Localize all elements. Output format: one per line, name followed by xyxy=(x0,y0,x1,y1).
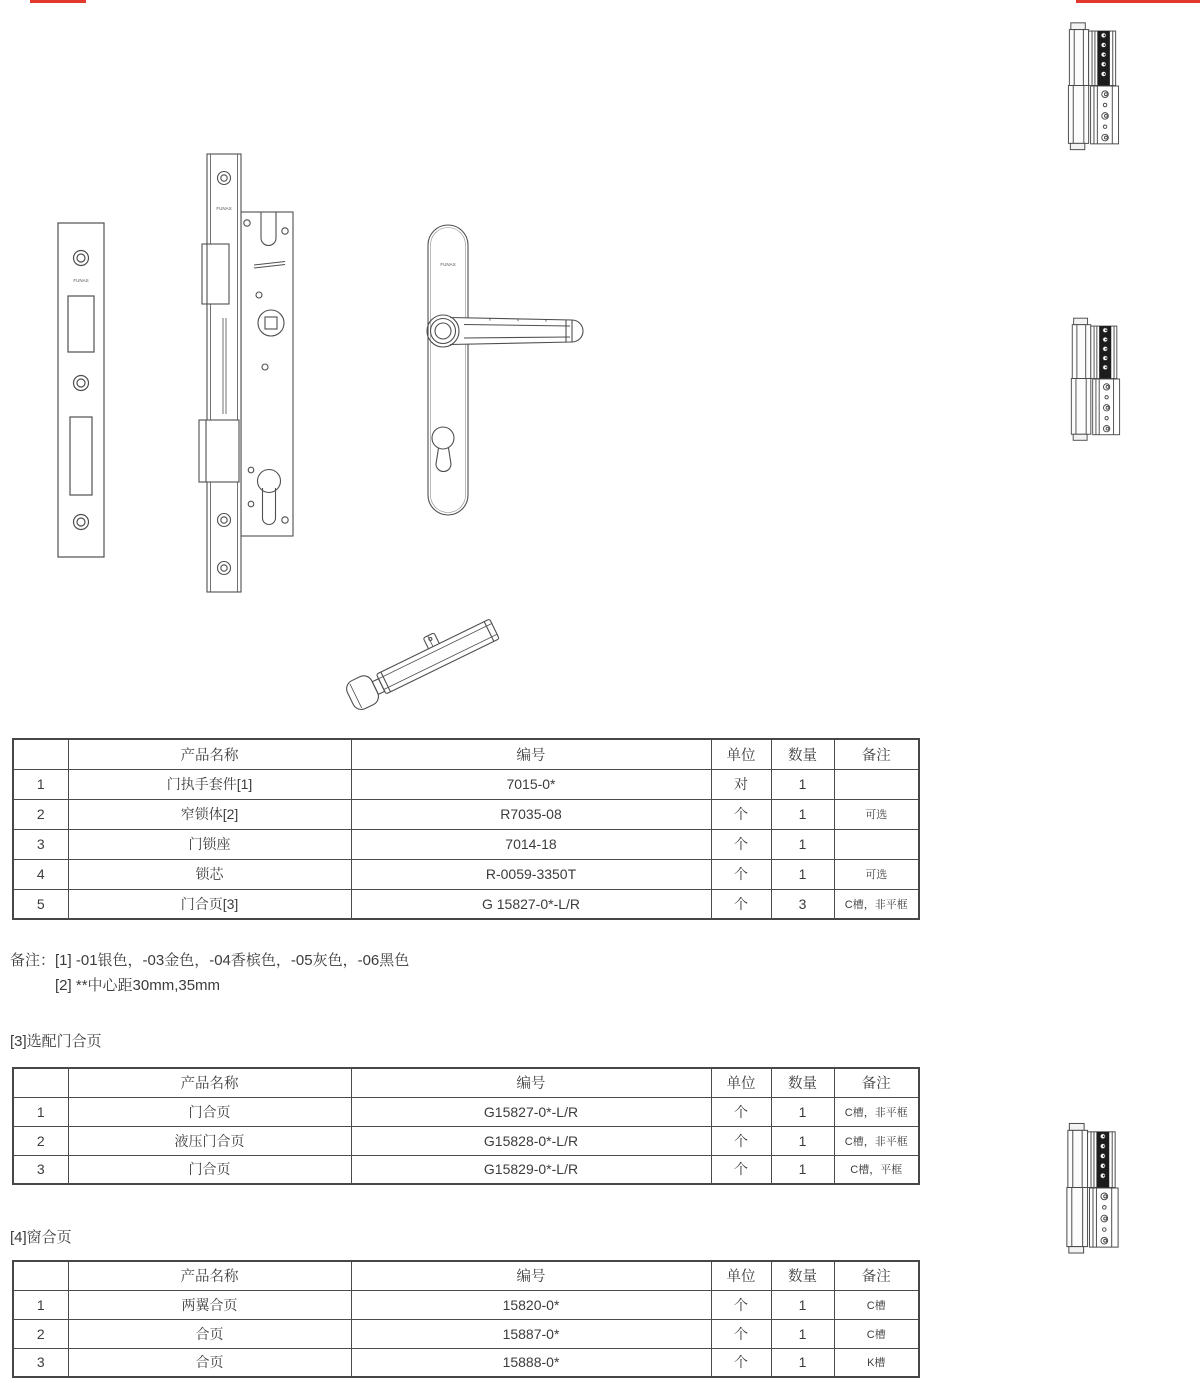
table-cell: C槽 xyxy=(834,1319,919,1348)
table-cell: C槽，平框 xyxy=(834,1155,919,1184)
section-title-optional-door-hinges: [3]选配门合页 xyxy=(10,1033,102,1050)
table-cell: 3 xyxy=(771,889,834,919)
table-cell: 个 xyxy=(711,889,771,919)
table-cell: C槽，非平框 xyxy=(834,1097,919,1126)
column-header: 单位 xyxy=(711,739,771,769)
table-cell: 4 xyxy=(13,859,68,889)
table-cell: 2 xyxy=(13,799,68,829)
table-cell: 个 xyxy=(711,799,771,829)
table-row xyxy=(13,889,919,919)
table-cell: C槽，非平框 xyxy=(834,1126,919,1155)
table-row xyxy=(13,859,919,889)
table-cell: 3 xyxy=(13,1348,68,1377)
table-cell: 15820-0* xyxy=(351,1290,711,1319)
table-cell: 1 xyxy=(771,1290,834,1319)
table-row xyxy=(13,829,919,859)
table-cell: 2 xyxy=(13,1126,68,1155)
column-header: 备注 xyxy=(834,739,919,769)
table-cell: 个 xyxy=(711,1319,771,1348)
column-header: 备注 xyxy=(834,1261,919,1290)
brand-mark: FUNAS xyxy=(440,262,456,267)
remark-line: [2] **中心距30mm,35mm xyxy=(55,977,221,994)
table-cell: 对 xyxy=(711,769,771,799)
table-header-row xyxy=(13,1261,919,1290)
strike-plate-drawing xyxy=(57,222,105,558)
top-red-line-left xyxy=(30,0,86,3)
table-cell: 个 xyxy=(711,1126,771,1155)
column-header: 数量 xyxy=(771,739,834,769)
table-cell: 个 xyxy=(711,1155,771,1184)
table-cell: 1 xyxy=(771,1319,834,1348)
table-cell: 两翼合页 xyxy=(68,1290,351,1319)
table-cell: 1 xyxy=(13,769,68,799)
column-header: 编号 xyxy=(351,739,711,769)
table-row xyxy=(13,1097,919,1126)
table-cell: 1 xyxy=(771,1155,834,1184)
table-cell: G15828-0*-L/R xyxy=(351,1126,711,1155)
table-cell: 1 xyxy=(13,1097,68,1126)
column-header: 单位 xyxy=(711,1068,771,1097)
top-red-line-right xyxy=(1076,0,1200,3)
table-cell: 3 xyxy=(13,829,68,859)
column-header: 编号 xyxy=(351,1068,711,1097)
table-cell: 合页 xyxy=(68,1348,351,1377)
table-cell: K槽 xyxy=(834,1348,919,1377)
column-header: 数量 xyxy=(771,1068,834,1097)
column-header: 单位 xyxy=(711,1261,771,1290)
table-cell: 1 xyxy=(771,1126,834,1155)
brand-mark: FUNAS xyxy=(216,206,232,211)
remarks-label: 备注： xyxy=(10,952,56,969)
table-row xyxy=(13,1319,919,1348)
hinge-drawing-bottom xyxy=(1064,1121,1120,1255)
table-cell: G15827-0*-L/R xyxy=(351,1097,711,1126)
table-cell: 1 xyxy=(13,1290,68,1319)
remark-line: [1] -01银色，-03金色，-04香槟色，-05灰色，-06黑色 xyxy=(55,952,410,969)
column-header: 产品名称 xyxy=(68,739,351,769)
table-cell: 1 xyxy=(771,769,834,799)
table-cell: 1 xyxy=(771,1348,834,1377)
section-title-window-hinges: [4]窗合页 xyxy=(10,1229,72,1246)
table-cell: 1 xyxy=(771,859,834,889)
table-cell: 门锁座 xyxy=(68,829,351,859)
table-header-row xyxy=(13,1068,919,1097)
window-hinges-table xyxy=(12,1260,920,1378)
hinge-drawing-top xyxy=(1066,19,1120,153)
table-cell: 3 xyxy=(13,1155,68,1184)
table-cell: 2 xyxy=(13,1319,68,1348)
table-header-row xyxy=(13,739,919,769)
table-cell: 15888-0* xyxy=(351,1348,711,1377)
table-cell: 液压门合页 xyxy=(68,1126,351,1155)
table-cell: 1 xyxy=(771,799,834,829)
column-header: 备注 xyxy=(834,1068,919,1097)
table-row xyxy=(13,1290,919,1319)
table-cell: C槽 xyxy=(834,1290,919,1319)
table-cell: 锁芯 xyxy=(68,859,351,889)
table-cell: 门合页 xyxy=(68,1155,351,1184)
table-cell: R7035-08 xyxy=(351,799,711,829)
table-row xyxy=(13,769,919,799)
table-cell: 个 xyxy=(711,1348,771,1377)
table-row xyxy=(13,1155,919,1184)
table-cell: 个 xyxy=(711,829,771,859)
table-cell xyxy=(834,829,919,859)
table-cell: 7015-0* xyxy=(351,769,711,799)
door-handle-drawing xyxy=(420,222,590,518)
table-cell: 个 xyxy=(711,1290,771,1319)
column-header: 编号 xyxy=(351,1261,711,1290)
table-cell: 15887-0* xyxy=(351,1319,711,1348)
table-cell: 合页 xyxy=(68,1319,351,1348)
table-cell: 1 xyxy=(771,1097,834,1126)
table-cell: 门合页 xyxy=(68,1097,351,1126)
table-cell: 门执手套件[1] xyxy=(68,769,351,799)
column-header xyxy=(13,1068,68,1097)
remarks-block xyxy=(10,948,409,998)
table-cell: G15829-0*-L/R xyxy=(351,1155,711,1184)
table-cell: 可选 xyxy=(834,799,919,829)
table-row xyxy=(13,1348,919,1377)
column-header: 产品名称 xyxy=(68,1261,351,1290)
lock-cylinder-drawing xyxy=(368,598,518,716)
table-cell: C槽，非平框 xyxy=(834,889,919,919)
brand-mark: FUNAS xyxy=(73,278,89,283)
table-cell: 个 xyxy=(711,859,771,889)
column-header xyxy=(13,739,68,769)
table-cell xyxy=(834,769,919,799)
table-cell: 5 xyxy=(13,889,68,919)
table-cell: 窄锁体[2] xyxy=(68,799,351,829)
table-cell: 1 xyxy=(771,829,834,859)
table-row xyxy=(13,799,919,829)
table-cell: 门合页[3] xyxy=(68,889,351,919)
table-cell: 个 xyxy=(711,1097,771,1126)
parts-table xyxy=(12,738,920,920)
column-header: 数量 xyxy=(771,1261,834,1290)
column-header: 产品名称 xyxy=(68,1068,351,1097)
optional-door-hinges-table xyxy=(12,1067,920,1185)
column-header xyxy=(13,1261,68,1290)
narrow-lock-body-drawing xyxy=(195,152,295,594)
table-cell: 7014-18 xyxy=(351,829,711,859)
table-row xyxy=(13,1126,919,1155)
table-cell: R-0059-3350T xyxy=(351,859,711,889)
hinge-drawing-middle xyxy=(1069,313,1121,445)
table-cell: G 15827-0*-L/R xyxy=(351,889,711,919)
table-cell: 可选 xyxy=(834,859,919,889)
